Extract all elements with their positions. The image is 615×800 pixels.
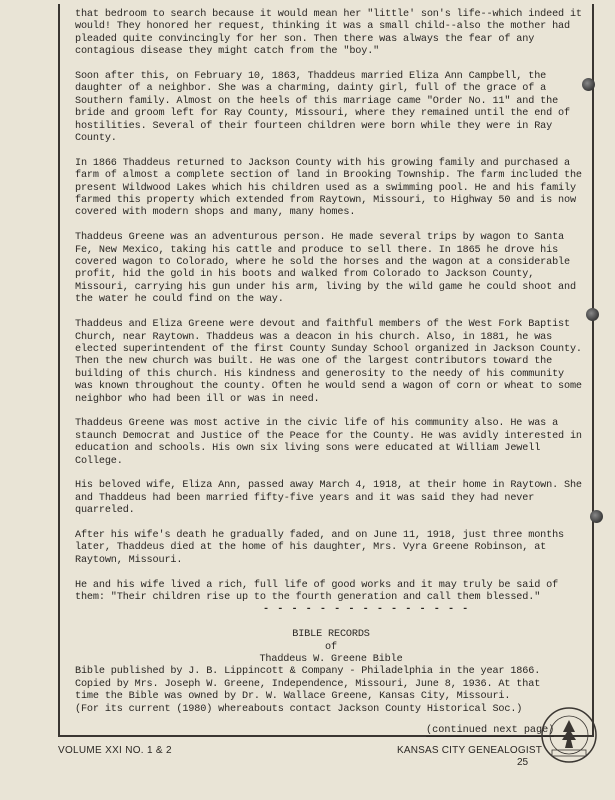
paragraph: In 1866 Thaddeus returned to Jackson County with his growing family and purchased a farm of almost a complete section of land in Brooking Township. The farm included the present Wildwood Lakes which his children used as a swimming pool. He and his family farmed this property which extended from Raytown, Missouri, to Highway 50 and is now covered with modern shops and many, many homes. (75, 157, 582, 219)
paragraph: He and his wife lived a rich, full life of good works and it may truly be said of them: "Their children rise up to the fourth generation and call them blessed." (75, 579, 559, 603)
binder-hole (590, 510, 603, 523)
volume-label: VOLUME XXI NO. 1 & 2 (58, 745, 172, 756)
paragraph: Soon after this, on February 10, 1863, Thaddeus married Eliza Ann Campbell, the daughter of a neighbor. She was a charming, dainty girl, full of the grace of a Southern family. Almost on the heels of this marriage came "Order No. 11" and the bride and groom left for Ray County, Missouri, where they remained until the end of hostilities. Several of their fourteen children were born while they were in Ray County. (75, 71, 570, 145)
paragraph: His beloved wife, Eliza Ann, passed away March 4, 1918, at their home in Raytown. She and Thaddeus had been married fifty-five years and it was said they had never quarreled. (75, 480, 582, 517)
binder-hole (586, 308, 599, 321)
bible-records-section (75, 629, 587, 716)
section-heading-of: of (325, 641, 337, 653)
paragraph: Thaddeus and Eliza Greene were devout and faithful members of the West Fork Baptist Church, near Raytown. Thaddeus was a deacon in his church. Also, in 1881, he was elected superintendent of the first County Sunday School organized in Jackson County. Then the new church was built. He was one of the largest contributors toward the building of this church. His kindness and generosity to the needy of his community was known throughout the county. Often he would send a wagon of corn or wheat to some neighbor who had been ill or was in need. (75, 319, 582, 405)
page-number: 25 (517, 757, 529, 768)
article-body (75, 9, 587, 716)
paragraph: After his wife's death he gradually faded, and on June 11, 1918, just three months later, Thaddeus died at the home of his daughter, Mrs. Vyra Greene Robinson, at Raytown, Missouri. (75, 529, 565, 566)
section-subheading: Thaddeus W. Greene Bible (259, 653, 403, 665)
bible-line: Bible published by J. B. Lippincott & Company - Philadelphia in the year 1866. (75, 666, 541, 678)
continued-note: (continued next page) (426, 725, 555, 736)
paragraph: Thaddeus Greene was an adventurous person. He made several trips by wagon to Santa Fe, New Mexico, taking his cattle and produce to sell there. In 1865 he drove his covered wagon to Colorado, where he sold the horses and the wagon at a considerable profit, hid the gold in his boots and walked from Colorado to Jackson County, Missouri, carrying his gun under his arm, living by the wild game he could shoot and the water he could find on the way. (75, 232, 576, 306)
society-seal-icon (540, 706, 598, 764)
paragraph: that bedroom to search because it would mean her "little' son's life--which indeed it would! They honored her request, thinking it was a small child--also the mother had pleaded quite convincingly for her son. Then there was always the fear of any contagious disease they might catch from the "boy." (75, 9, 582, 58)
bible-line: time the Bible was owned by Dr. W. Wallace Greene, Kansas City, Missouri. (75, 691, 511, 703)
section-heading: BIBLE RECORDS (292, 629, 370, 641)
bible-line: (For its current (1980) whereabouts contact Jackson County Historical Soc.) (75, 703, 523, 715)
paragraph: Thaddeus Greene was most active in the civic life of his community also. He was a staunch Democrat and Justice of the Peace for the County. He was avidly interested in education and schools. His own six living sons were educated at William Jewell College. (75, 418, 582, 467)
bible-line: Copied by Mrs. Joseph W. Greene, Independence, Missouri, June 8, 1936. At that (75, 678, 541, 690)
section-divider: - - - - - - - - - - - - - - - (263, 604, 470, 616)
publication-name: KANSAS CITY GENEALOGIST (397, 745, 543, 756)
